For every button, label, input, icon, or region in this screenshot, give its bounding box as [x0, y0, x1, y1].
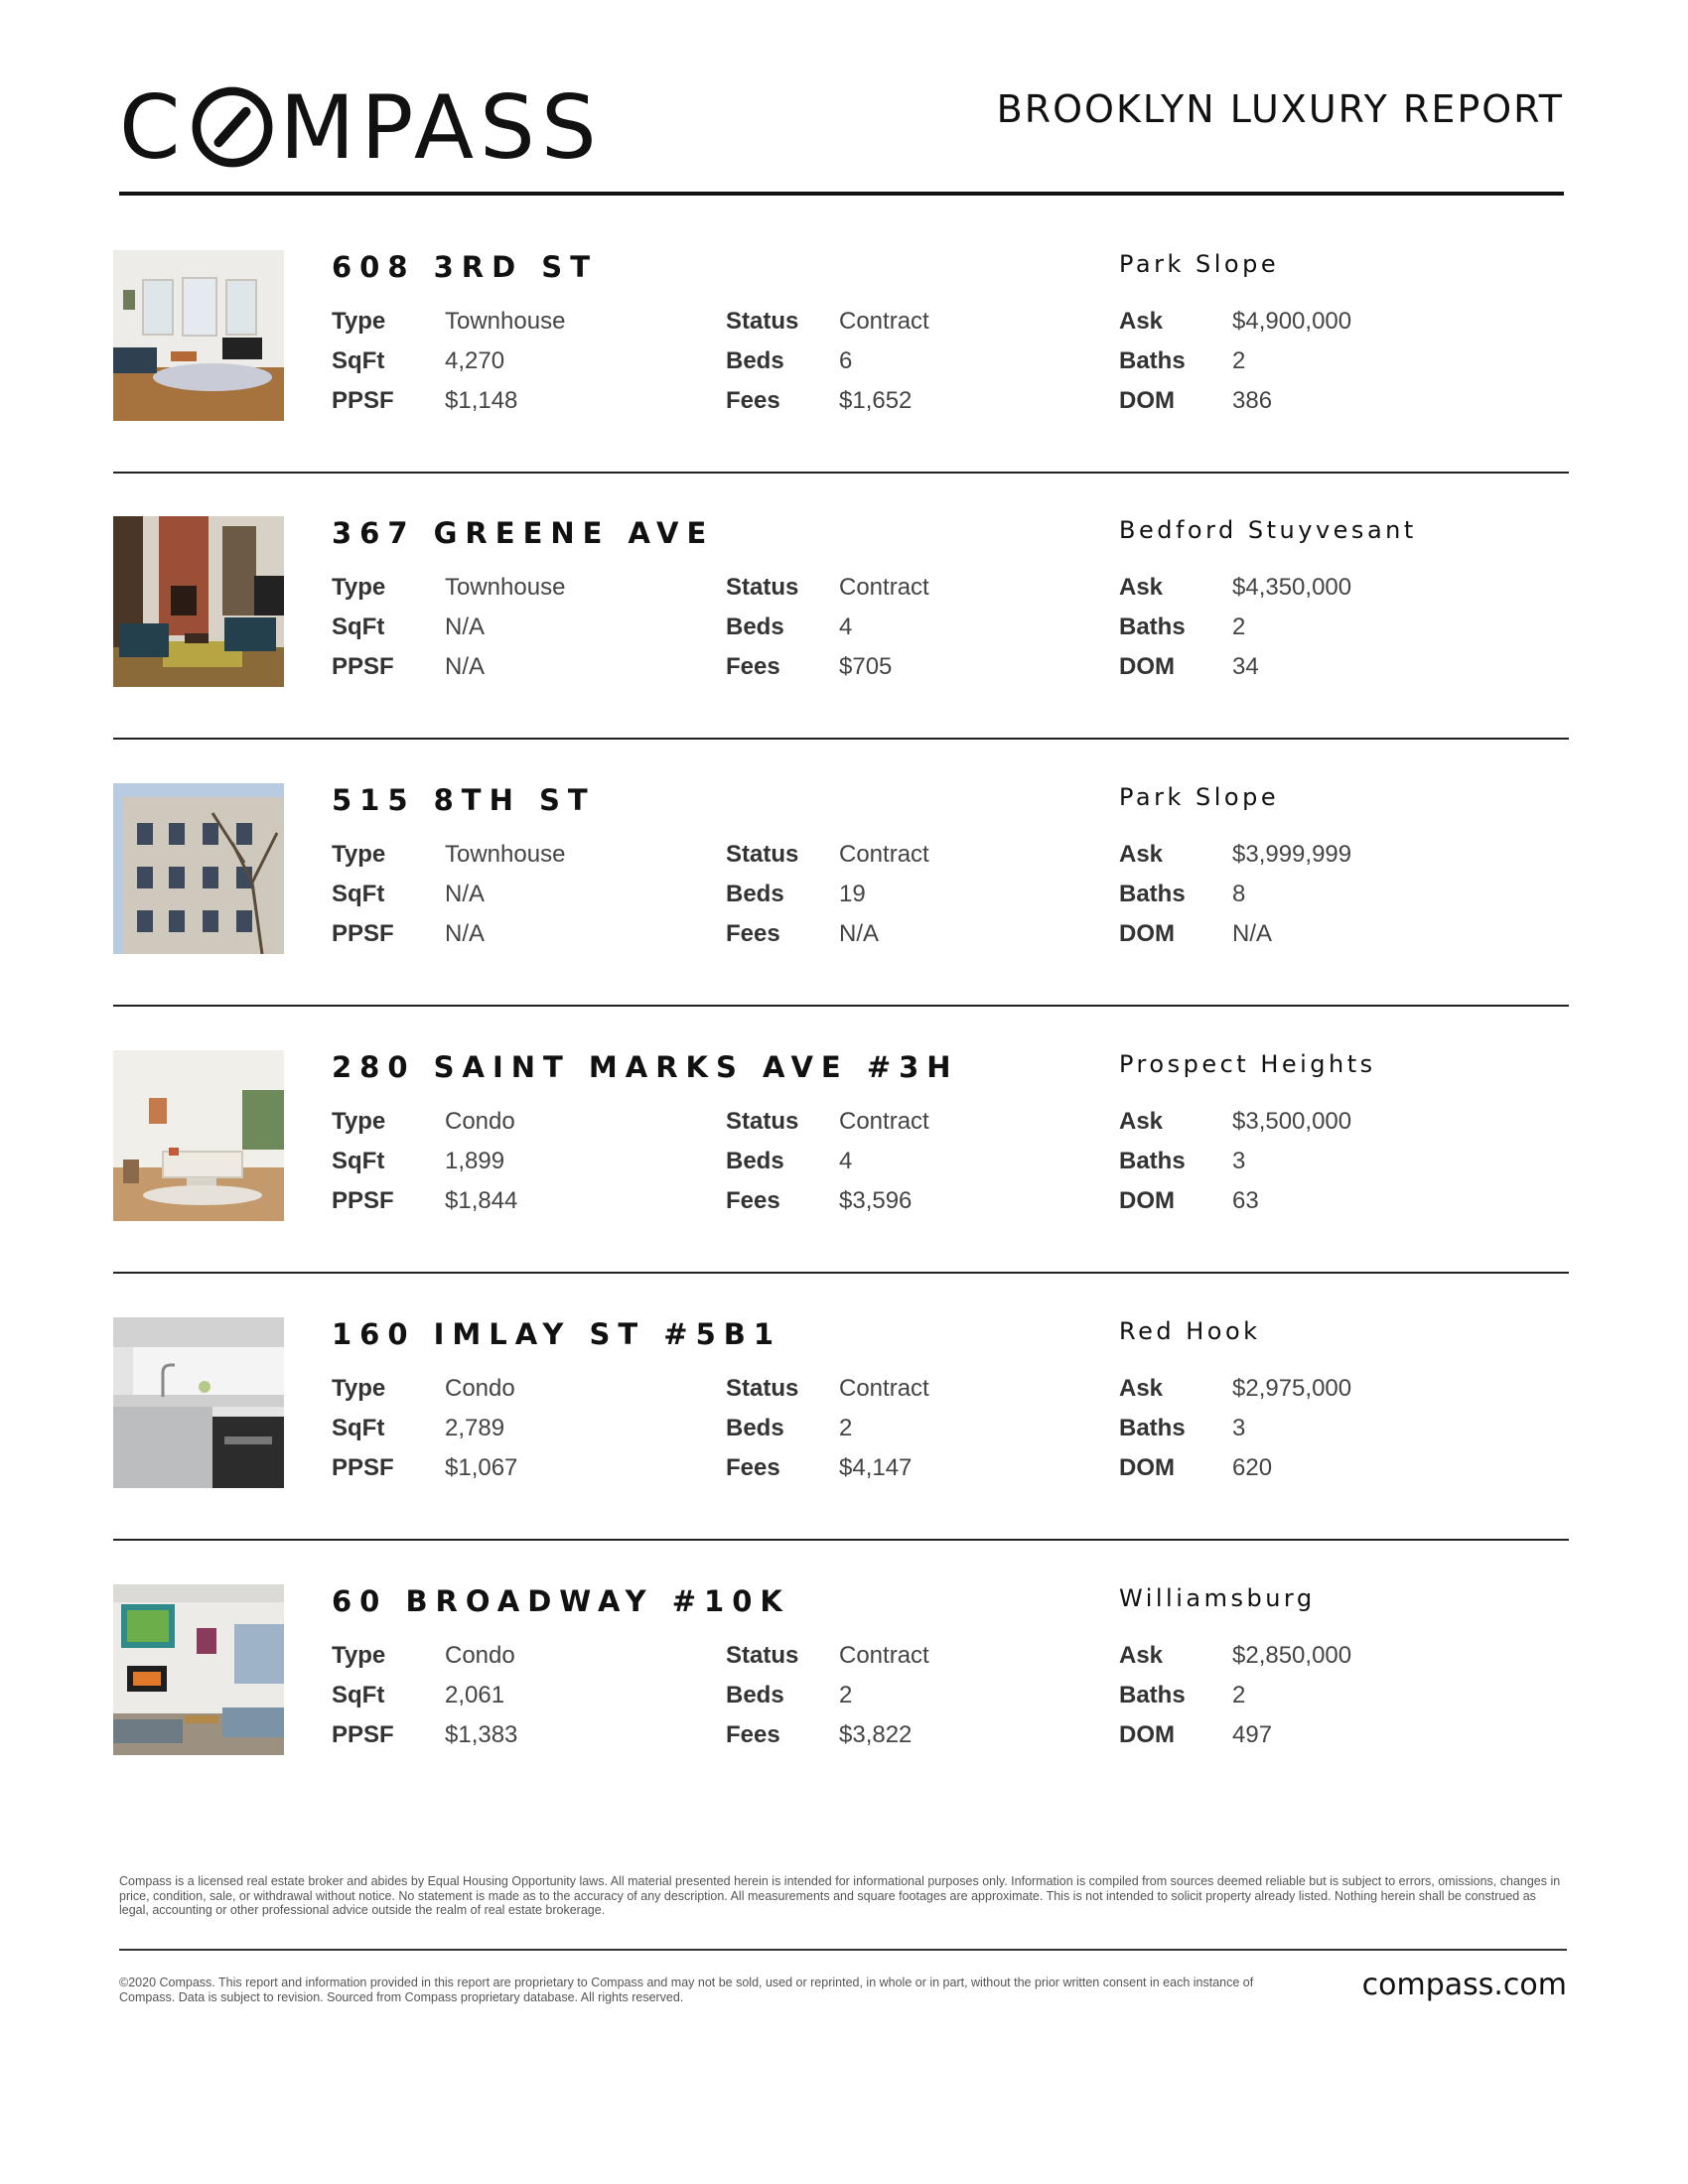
listing-divider [113, 472, 1569, 474]
listing-address[interactable]: 280 SAINT MARKS AVE #3H [332, 1050, 959, 1084]
type-value: Condo [445, 1642, 515, 1669]
baths-value: 2 [1232, 1682, 1246, 1708]
beds-row [726, 875, 929, 914]
sqft-row [332, 875, 565, 914]
logo-letters-mpass: MPASS [279, 75, 603, 179]
beds-value: 4 [839, 614, 853, 640]
ask-value: $4,350,000 [1232, 574, 1352, 601]
baths-label: Baths [1119, 1148, 1186, 1174]
baths-row [1119, 875, 1351, 914]
fees-row [726, 381, 929, 421]
listing-col-3 [1119, 835, 1351, 954]
ask-row [1119, 1636, 1351, 1676]
type-row [332, 568, 565, 608]
dom-value: 497 [1232, 1721, 1273, 1748]
ppsf-value: N/A [445, 920, 486, 947]
listing-col-1 [332, 1369, 517, 1488]
ask-label: Ask [1119, 1375, 1164, 1402]
ppsf-label: PPSF [332, 1187, 394, 1214]
sqft-row [332, 341, 565, 381]
type-value: Townhouse [445, 841, 566, 868]
ask-label: Ask [1119, 1108, 1164, 1135]
ask-row [1119, 568, 1351, 608]
listing-160-imlay-st [113, 1317, 1569, 1583]
listing-neighborhood: Park Slope [1119, 783, 1280, 811]
listing-col-2 [726, 302, 929, 421]
type-label: Type [332, 574, 386, 601]
baths-label: Baths [1119, 881, 1186, 907]
baths-label: Baths [1119, 1682, 1186, 1708]
ask-value: $2,850,000 [1232, 1642, 1352, 1669]
status-value: Contract [839, 841, 929, 868]
status-row [726, 1102, 929, 1142]
baths-row [1119, 1676, 1351, 1715]
status-value: Contract [839, 574, 929, 601]
listing-col-1 [332, 1636, 517, 1755]
type-row [332, 1102, 517, 1142]
listing-neighborhood: Bedford Stuyvesant [1119, 516, 1417, 544]
ppsf-row [332, 381, 565, 421]
listing-photo[interactable] [113, 1050, 284, 1221]
ask-label: Ask [1119, 841, 1164, 868]
report-title: BROOKLYN LUXURY REPORT [996, 87, 1564, 131]
listing-col-3 [1119, 1636, 1351, 1755]
status-value: Contract [839, 1375, 929, 1402]
fees-value: $705 [839, 653, 893, 680]
status-row [726, 568, 929, 608]
logo-letter-c: C [119, 75, 187, 179]
ask-value: $3,500,000 [1232, 1108, 1352, 1135]
ppsf-label: PPSF [332, 653, 394, 680]
listing-photo[interactable] [113, 783, 284, 954]
baths-value: 2 [1232, 614, 1246, 640]
sqft-row [332, 1142, 517, 1181]
sqft-value: N/A [445, 614, 486, 640]
type-label: Type [332, 1642, 386, 1669]
status-label: Status [726, 1642, 799, 1669]
type-row [332, 302, 565, 341]
ask-value: $3,999,999 [1232, 841, 1352, 868]
ask-row [1119, 1369, 1351, 1409]
sqft-row [332, 608, 565, 647]
fees-value: N/A [839, 920, 880, 947]
ppsf-value: $1,067 [445, 1454, 518, 1481]
dom-label: DOM [1119, 1721, 1175, 1748]
sqft-value: 1,899 [445, 1148, 505, 1174]
beds-value: 6 [839, 347, 853, 374]
fees-value: $1,652 [839, 387, 913, 414]
sqft-label: SqFt [332, 1682, 385, 1708]
listing-address[interactable]: 608 3RD ST [332, 250, 598, 284]
sqft-label: SqFt [332, 881, 385, 907]
ppsf-value: N/A [445, 653, 486, 680]
listing-col-3 [1119, 302, 1351, 421]
type-row [332, 1369, 517, 1409]
dom-label: DOM [1119, 920, 1175, 947]
ppsf-row [332, 647, 565, 687]
header-divider [119, 192, 1564, 196]
fees-label: Fees [726, 653, 780, 680]
ppsf-label: PPSF [332, 920, 394, 947]
type-row [332, 835, 565, 875]
ask-value: $4,900,000 [1232, 308, 1352, 335]
ppsf-value: $1,383 [445, 1721, 518, 1748]
ask-row [1119, 302, 1351, 341]
fees-row [726, 914, 929, 954]
status-row [726, 1369, 929, 1409]
beds-label: Beds [726, 881, 784, 907]
fees-value: $4,147 [839, 1454, 913, 1481]
listing-col-3 [1119, 1102, 1351, 1221]
listing-address[interactable]: 160 IMLAY ST #5B1 [332, 1317, 782, 1351]
listing-photo[interactable] [113, 1317, 284, 1488]
fees-label: Fees [726, 1721, 780, 1748]
listing-280-saint-marks-ave [113, 1050, 1569, 1316]
dom-row [1119, 381, 1351, 421]
beds-label: Beds [726, 614, 784, 640]
dom-row [1119, 1181, 1351, 1221]
listing-515-8th-st [113, 783, 1569, 1049]
ask-row [1119, 835, 1351, 875]
baths-value: 3 [1232, 1148, 1246, 1174]
ask-value: $2,975,000 [1232, 1375, 1352, 1402]
ppsf-row [332, 1448, 517, 1488]
beds-label: Beds [726, 1148, 784, 1174]
beds-value: 2 [839, 1415, 853, 1441]
sqft-row [332, 1676, 517, 1715]
fees-row [726, 1715, 929, 1755]
sqft-value: 4,270 [445, 347, 505, 374]
dom-row [1119, 914, 1351, 954]
legal-disclaimer: Compass is a licensed real estate broker and abides by Equal Housing Opportunity laws. All material presented herein is intended for informational purposes only. Information is compiled from sources deemed reliable but is subject to errors, omissions, changes in price, condition, sale, or withdrawal without notice. No statement is made as to the accuracy of any description. All measurements and square footages are approximate. This is not intended to solicit property already listed. Nothing herein shall be construed as legal, accounting or other professional advice outside the realm of real estate brokerage. [119, 1874, 1561, 1917]
fees-label: Fees [726, 1454, 780, 1481]
status-value: Contract [839, 1108, 929, 1135]
dom-row [1119, 647, 1351, 687]
dom-value: 386 [1232, 387, 1273, 414]
fees-row [726, 1448, 929, 1488]
listing-divider [113, 1272, 1569, 1274]
compass-o-icon [190, 84, 275, 170]
fees-label: Fees [726, 387, 780, 414]
status-label: Status [726, 1108, 799, 1135]
ppsf-label: PPSF [332, 1454, 394, 1481]
fees-label: Fees [726, 1187, 780, 1214]
status-label: Status [726, 308, 799, 335]
status-value: Contract [839, 308, 929, 335]
fees-value: $3,596 [839, 1187, 913, 1214]
listing-neighborhood: Red Hook [1119, 1317, 1261, 1345]
listing-col-1 [332, 835, 565, 954]
listing-col-2 [726, 1369, 929, 1488]
baths-value: 8 [1232, 881, 1246, 907]
sqft-label: SqFt [332, 1415, 385, 1441]
beds-row [726, 1676, 929, 1715]
compass-logo[interactable] [119, 77, 603, 177]
sqft-label: SqFt [332, 1148, 385, 1174]
dom-value: N/A [1232, 920, 1273, 947]
beds-label: Beds [726, 1415, 784, 1441]
listing-address[interactable]: 515 8TH ST [332, 783, 596, 817]
fees-row [726, 647, 929, 687]
type-value: Townhouse [445, 574, 566, 601]
sqft-row [332, 1409, 517, 1448]
copyright-notice: ©2020 Compass. This report and information provided in this report are proprietary to Compass and may not be sold, used or reprinted, in whole or in part, without the prior written consent in each instance of Compass. Data is subject to revision. Sourced from Compass proprietary database. All rights reserved. [119, 1976, 1254, 2004]
dom-value: 620 [1232, 1454, 1273, 1481]
status-value: Contract [839, 1642, 929, 1669]
footer-divider [119, 1949, 1567, 1951]
ask-label: Ask [1119, 574, 1164, 601]
listing-neighborhood: Williamsburg [1119, 1584, 1316, 1612]
ppsf-label: PPSF [332, 1721, 394, 1748]
listing-address[interactable]: 367 GREENE AVE [332, 516, 715, 550]
dom-label: DOM [1119, 1454, 1175, 1481]
type-value: Condo [445, 1375, 515, 1402]
baths-row [1119, 608, 1351, 647]
beds-value: 19 [839, 881, 866, 907]
sqft-label: SqFt [332, 614, 385, 640]
sqft-label: SqFt [332, 347, 385, 374]
beds-value: 4 [839, 1148, 853, 1174]
type-label: Type [332, 1375, 386, 1402]
listing-col-3 [1119, 568, 1351, 687]
ask-label: Ask [1119, 1642, 1164, 1669]
baths-row [1119, 341, 1351, 381]
sqft-value: N/A [445, 881, 486, 907]
baths-value: 2 [1232, 347, 1246, 374]
listing-col-2 [726, 1636, 929, 1755]
listing-col-1 [332, 302, 565, 421]
status-label: Status [726, 1375, 799, 1402]
listing-367-greene-ave [113, 516, 1569, 782]
beds-row [726, 341, 929, 381]
status-label: Status [726, 841, 799, 868]
listing-photo[interactable] [113, 1584, 284, 1755]
type-row [332, 1636, 517, 1676]
listing-col-1 [332, 568, 565, 687]
beds-label: Beds [726, 347, 784, 374]
type-label: Type [332, 841, 386, 868]
baths-label: Baths [1119, 1415, 1186, 1441]
sqft-value: 2,061 [445, 1682, 505, 1708]
beds-value: 2 [839, 1682, 853, 1708]
listing-neighborhood: Prospect Heights [1119, 1050, 1376, 1078]
dom-label: DOM [1119, 1187, 1175, 1214]
listing-neighborhood: Park Slope [1119, 250, 1280, 278]
fees-value: $3,822 [839, 1721, 913, 1748]
ask-row [1119, 1102, 1351, 1142]
listing-address[interactable]: 60 BROADWAY #10K [332, 1584, 790, 1618]
listing-divider [113, 738, 1569, 740]
type-label: Type [332, 308, 386, 335]
dom-value: 63 [1232, 1187, 1259, 1214]
website-link[interactable]: compass.com [1361, 1968, 1567, 2002]
beds-row [726, 1142, 929, 1181]
listing-col-2 [726, 568, 929, 687]
sqft-value: 2,789 [445, 1415, 505, 1441]
dom-label: DOM [1119, 387, 1175, 414]
listing-col-2 [726, 835, 929, 954]
dom-label: DOM [1119, 653, 1175, 680]
dom-row [1119, 1448, 1351, 1488]
ppsf-label: PPSF [332, 387, 394, 414]
dom-value: 34 [1232, 653, 1259, 680]
listing-608-3rd-st [113, 250, 1569, 516]
listing-divider [113, 1539, 1569, 1541]
listing-col-1 [332, 1102, 517, 1221]
status-row [726, 835, 929, 875]
ppsf-value: $1,148 [445, 387, 518, 414]
type-label: Type [332, 1108, 386, 1135]
listing-divider [113, 1005, 1569, 1007]
type-value: Townhouse [445, 308, 566, 335]
dom-row [1119, 1715, 1351, 1755]
baths-row [1119, 1142, 1351, 1181]
beds-label: Beds [726, 1682, 784, 1708]
baths-row [1119, 1409, 1351, 1448]
baths-label: Baths [1119, 614, 1186, 640]
listing-photo[interactable] [113, 516, 284, 687]
beds-row [726, 1409, 929, 1448]
status-label: Status [726, 574, 799, 601]
ppsf-value: $1,844 [445, 1187, 518, 1214]
listing-col-3 [1119, 1369, 1351, 1488]
baths-label: Baths [1119, 347, 1186, 374]
fees-label: Fees [726, 920, 780, 947]
fees-row [726, 1181, 929, 1221]
beds-row [726, 608, 929, 647]
status-row [726, 1636, 929, 1676]
ask-label: Ask [1119, 308, 1164, 335]
status-row [726, 302, 929, 341]
type-value: Condo [445, 1108, 515, 1135]
ppsf-row [332, 914, 565, 954]
ppsf-row [332, 1715, 517, 1755]
baths-value: 3 [1232, 1415, 1246, 1441]
listing-col-2 [726, 1102, 929, 1221]
ppsf-row [332, 1181, 517, 1221]
report-header [119, 69, 1564, 199]
listing-60-broadway [113, 1584, 1569, 1850]
listing-photo[interactable] [113, 250, 284, 421]
